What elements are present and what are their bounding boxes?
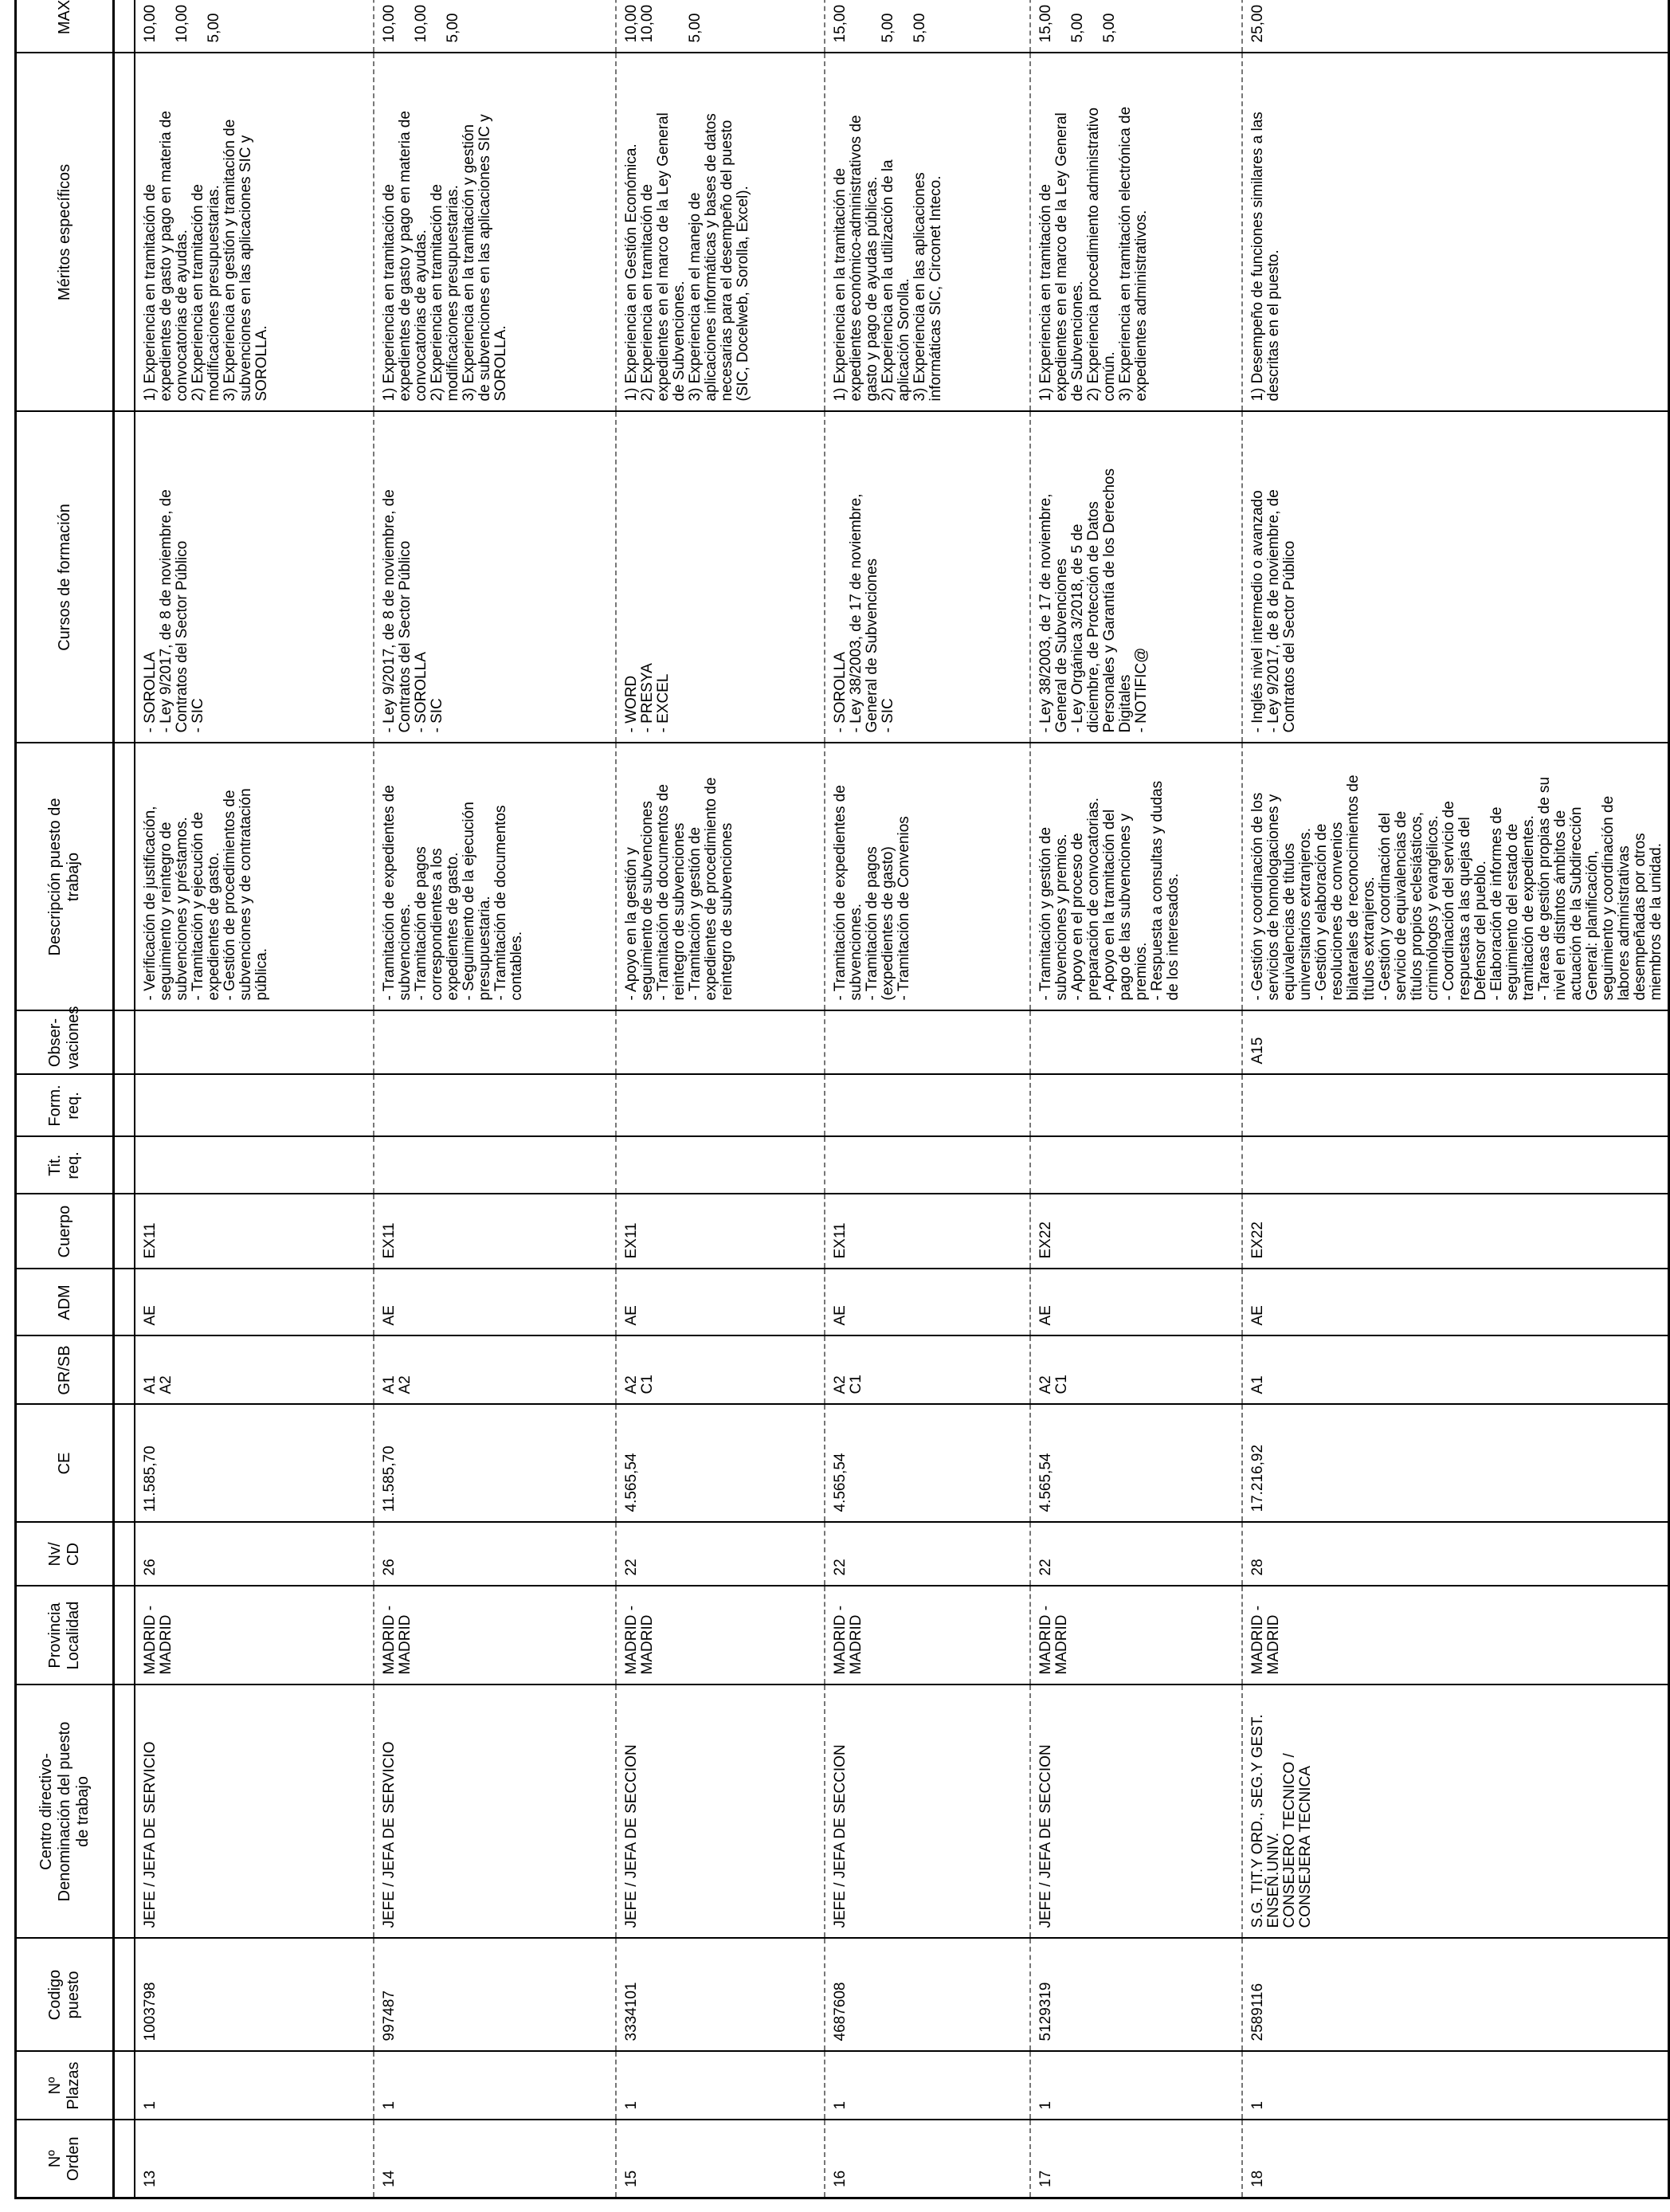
cell-descripcion: - Gestión y coordinación de los servicios de homologaciones y equivalencias de títulos universitarios extranjeros. - Gestión y elaboración de resoluciones de convenios bilaterales de reconocimientos de títulos extranjeros. - Gestión y coordinación del servicio de equivalencias de títulos propios eclesiásticos, criminólogos y evangélicos. - Coordinación del servicio de respuestas a las quejas del Defensor del pueblo. - Elaboración de informes de seguimiento del estado de tramitación de expedientes. - Tareas de gestión propias de su nivel en distintos ámbitos de actuación de la Subdirección General: planificación, seguimiento y coordinación de labores administrativas desempeñadas por otros miembros de la unidad. <box>1242 743 1669 1011</box>
cell-plazas: 1 <box>616 2052 825 2120</box>
cell-cuerpo: EX11 <box>825 1194 1030 1269</box>
cell-obs <box>135 1011 374 1075</box>
cell-orden: 16 <box>825 2120 1030 2198</box>
cell-codigo: 3334101 <box>616 1939 825 2052</box>
cell-meritos: 1) Experiencia en tramitación de expedientes en el marco de la Ley General de Subvenciones. 2) Experiencia procedimiento administrativo común. 3) Experiencia en tramitación electrónica de expedientes administrativos. <box>1030 53 1242 412</box>
cell-max: 10,00 10,00 5,00 <box>616 0 825 53</box>
cell-meritos: 1) Experiencia en la tramitación de expedientes económico-administrativos de gasto y pago de ayudas públicas. 2) Experiencia en la utilización de la aplicación Sorolla. 3) Experiencia en las aplicaciones informáticas SIC, Circonet Inteco. <box>825 53 1030 412</box>
cell-centro: S.G. TIT.Y ORD., SEG.Y GEST. ENSEÑ.UNIV. CONSEJERO TECNICO / CONSEJERA TECNICA <box>1242 1685 1669 1939</box>
cell-ce: 17.216,92 <box>1242 1405 1669 1523</box>
cell-meritos: 1) Desempeño de funciones similares a las descritas en el puesto. <box>1242 53 1669 412</box>
header-centro: Centro directivo- Denominación del puesto de trabajo <box>16 1685 114 1939</box>
header-meritos: Méritos específicos <box>16 53 114 412</box>
cell-form <box>1242 1075 1669 1137</box>
cell-tit <box>616 1137 825 1194</box>
cell-descripcion: - Tramitación y gestión de subvenciones y premios. - Apoyo en el proceso de preparación de convocatorias. - Apoyo en la tramitación del pago de las subvenciones y premios. - Respuesta a consultas y dudas de los interesados. <box>1030 743 1242 1011</box>
table-row <box>1242 0 1669 2198</box>
cell-max: 10,00 10,00 5,00 <box>135 0 374 53</box>
cell-adm: AE <box>374 1269 616 1336</box>
cell-meritos: 1) Experiencia en tramitación de expedientes de gasto y pago en materia de convocatorias de ayudas. 2) Experiencia en tramitación de modificaciones presupuestarias. 3) Experiencia en gestión y tramitación de subvenciones en las aplicaciones SIC y SOROLLA. <box>135 53 374 412</box>
cell-centro: JEFE / JEFA DE SECCION <box>616 1685 825 1939</box>
cell-nivel: 22 <box>616 1523 825 1586</box>
cell-provincia: MADRID - MADRID <box>825 1586 1030 1685</box>
cell-tit <box>825 1137 1030 1194</box>
cell-ce: 4.565,54 <box>1030 1405 1242 1523</box>
cell-provincia: MADRID - MADRID <box>135 1586 374 1685</box>
cell-codigo: 5129319 <box>1030 1939 1242 2052</box>
cell-cuerpo: EX11 <box>374 1194 616 1269</box>
cell-grupo: A1 A2 <box>135 1336 374 1405</box>
cell-orden: 17 <box>1030 2120 1242 2198</box>
cell-nivel: 22 <box>1030 1523 1242 1586</box>
header-ce: CE <box>16 1405 114 1523</box>
cell-obs <box>1030 1011 1242 1075</box>
cell-cuerpo: EX11 <box>135 1194 374 1269</box>
header-spacer-row <box>114 0 135 2198</box>
cell-tit <box>1030 1137 1242 1194</box>
header-plazas: Nº Plazas <box>16 2052 114 2120</box>
cell-max: 15,00 5,00 5,00 <box>825 0 1030 53</box>
cell-orden: 13 <box>135 2120 374 2198</box>
cell-form <box>1030 1075 1242 1137</box>
cell-grupo: A1 <box>1242 1336 1669 1405</box>
header-cuerpo: Cuerpo <box>16 1194 114 1269</box>
cell-cuerpo: EX22 <box>1242 1194 1669 1269</box>
cell-codigo: 997487 <box>374 1939 616 2052</box>
cell-obs <box>825 1011 1030 1075</box>
cell-nivel: 26 <box>135 1523 374 1586</box>
cell-centro: JEFE / JEFA DE SERVICIO <box>374 1685 616 1939</box>
cell-grupo: A2 C1 <box>1030 1336 1242 1405</box>
cell-obs <box>374 1011 616 1075</box>
cell-cuerpo: EX22 <box>1030 1194 1242 1269</box>
cell-cuerpo: EX11 <box>616 1194 825 1269</box>
header-tit: Tit. req. <box>16 1137 114 1194</box>
cell-nivel: 28 <box>1242 1523 1669 1586</box>
cell-meritos: 1) Experiencia en Gestión Económica. 2) Experiencia en tramitación de expedientes en el marco de la Ley General de Subvenciones. 3) Experiencia en el manejo de aplicaciones informáticas y bases de datos necesarias para el desempeño del puesto (SIC, Docelweb, Sorolla, Excel). <box>616 53 825 412</box>
cell-form <box>374 1075 616 1137</box>
cell-cursos: - Inglés nivel intermedio o avanzado - Ley 9/2017, de 8 de noviembre, de Contratos del Sector Público <box>1242 412 1669 743</box>
cell-centro: JEFE / JEFA DE SERVICIO <box>135 1685 374 1939</box>
cell-ce: 4.565,54 <box>825 1405 1030 1523</box>
cell-grupo: A2 C1 <box>825 1336 1030 1405</box>
cell-cursos: - SOROLLA - Ley 9/2017, de 8 de noviembre, de Contratos del Sector Público - SIC <box>135 412 374 743</box>
header-row <box>16 0 114 2198</box>
cell-descripcion: - Tramitación de expedientes de subvenciones. - Tramitación de pagos correspondientes a los expedientes de gasto. - Seguimiento de la ejecución presupuestaria. - Tramitación de documentos contables. <box>374 743 616 1011</box>
cell-plazas: 1 <box>374 2052 616 2120</box>
header-grupo: GR/SB <box>16 1336 114 1405</box>
cell-max: 25,00 <box>1242 0 1669 53</box>
cell-tit <box>1242 1137 1669 1194</box>
header-provincia: Provincia Localidad <box>16 1586 114 1685</box>
job-positions-table <box>14 0 1670 2199</box>
cell-ce: 11.585,70 <box>135 1405 374 1523</box>
cell-ce: 11.585,70 <box>374 1405 616 1523</box>
cell-codigo: 4687608 <box>825 1939 1030 2052</box>
cell-obs: A15 <box>1242 1011 1669 1075</box>
cell-tit <box>135 1137 374 1194</box>
header-orden: Nº Orden <box>16 2120 114 2198</box>
cell-provincia: MADRID - MADRID <box>616 1586 825 1685</box>
header-max: MAX <box>16 0 114 53</box>
header-cursos: Cursos de formación <box>16 412 114 743</box>
cell-nivel: 26 <box>374 1523 616 1586</box>
table-row <box>616 0 825 2198</box>
cell-orden: 15 <box>616 2120 825 2198</box>
cell-adm: AE <box>135 1269 374 1336</box>
cell-adm: AE <box>1030 1269 1242 1336</box>
cell-form <box>825 1075 1030 1137</box>
cell-adm: AE <box>616 1269 825 1336</box>
cell-max: 10,00 10,00 5,00 <box>374 0 616 53</box>
header-obs: Obser- vaciones <box>16 1011 114 1075</box>
header-descripcion: Descripción puesto de trabajo <box>16 743 114 1011</box>
cell-nivel: 22 <box>825 1523 1030 1586</box>
cell-cursos: - Ley 9/2017, de 8 de noviembre, de Contratos del Sector Público - SOROLLA - SIC <box>374 412 616 743</box>
cell-plazas: 1 <box>825 2052 1030 2120</box>
cell-provincia: MADRID - MADRID <box>1242 1586 1669 1685</box>
cell-adm: AE <box>825 1269 1030 1336</box>
cell-codigo: 1003798 <box>135 1939 374 2052</box>
cell-centro: JEFE / JEFA DE SECCION <box>1030 1685 1242 1939</box>
cell-cursos: - Ley 38/2003, de 17 de noviembre, General de Subvenciones - Ley Orgánica 3/2018, de 5 de diciembre, de Protección de Datos Personales y Garantía de los Derechos Digitales - NOTIFIC@ <box>1030 412 1242 743</box>
cell-plazas: 1 <box>135 2052 374 2120</box>
cell-tit <box>374 1137 616 1194</box>
cell-descripcion: - Verificación de justificación, seguimiento y reintegro de subvenciones y préstamos. - Tramitación y ejecución de expedientes de gasto. - Gestión de procedimientos de subvenciones y de contratación pública. <box>135 743 374 1011</box>
table-row <box>374 0 616 2198</box>
header-adm: ADM <box>16 1269 114 1336</box>
cell-cursos: - SOROLLA - Ley 38/2003, de 17 de noviembre, General de Subvenciones - SIC <box>825 412 1030 743</box>
cell-descripcion: - Tramitación de expedientes de subvenciones. - Tramitación de pagos (expedientes de gasto) - Tramitación de Convenios <box>825 743 1030 1011</box>
table-body <box>114 0 1669 2198</box>
cell-descripcion: - Apoyo en la gestión y seguimiento de subvenciones - Tramitación de documentos de reintegro de subvenciones - Tramitación y gestión de expedientes de procedimiento de reintegro de subvenciones <box>616 743 825 1011</box>
cell-grupo: A2 C1 <box>616 1336 825 1405</box>
cell-centro: JEFE / JEFA DE SECCION <box>825 1685 1030 1939</box>
cell-plazas: 1 <box>1242 2052 1669 2120</box>
cell-plazas: 1 <box>1030 2052 1242 2120</box>
cell-meritos: 1) Experiencia en tramitación de expedientes de gasto y pago en materia de convocatorias de ayudas. 2) Experiencia en tramitación de modificaciones presupuestarias. 3) Experiencia en la tramitación y gestión de subvenciones en las aplicaciones SIC y SOROLLA. <box>374 53 616 412</box>
cell-max: 15,00 5,00 5,00 <box>1030 0 1242 53</box>
cell-obs <box>616 1011 825 1075</box>
cell-form <box>135 1075 374 1137</box>
table-row <box>1030 0 1242 2198</box>
cell-cursos: - WORD - PRESYA - EXCEL <box>616 412 825 743</box>
cell-provincia: MADRID - MADRID <box>374 1586 616 1685</box>
header-form: Form. req. <box>16 1075 114 1137</box>
cell-grupo: A1 A2 <box>374 1336 616 1405</box>
cell-adm: AE <box>1242 1269 1669 1336</box>
header-nivel: Nv/ CD <box>16 1523 114 1586</box>
cell-form <box>616 1075 825 1137</box>
table-row <box>825 0 1030 2198</box>
cell-provincia: MADRID - MADRID <box>1030 1586 1242 1685</box>
cell-orden: 18 <box>1242 2120 1669 2198</box>
cell-ce: 4.565,54 <box>616 1405 825 1523</box>
cell-orden: 14 <box>374 2120 616 2198</box>
table-row <box>135 0 374 2198</box>
header-codigo: Codigo puesto <box>16 1939 114 2052</box>
cell-codigo: 2589116 <box>1242 1939 1669 2052</box>
